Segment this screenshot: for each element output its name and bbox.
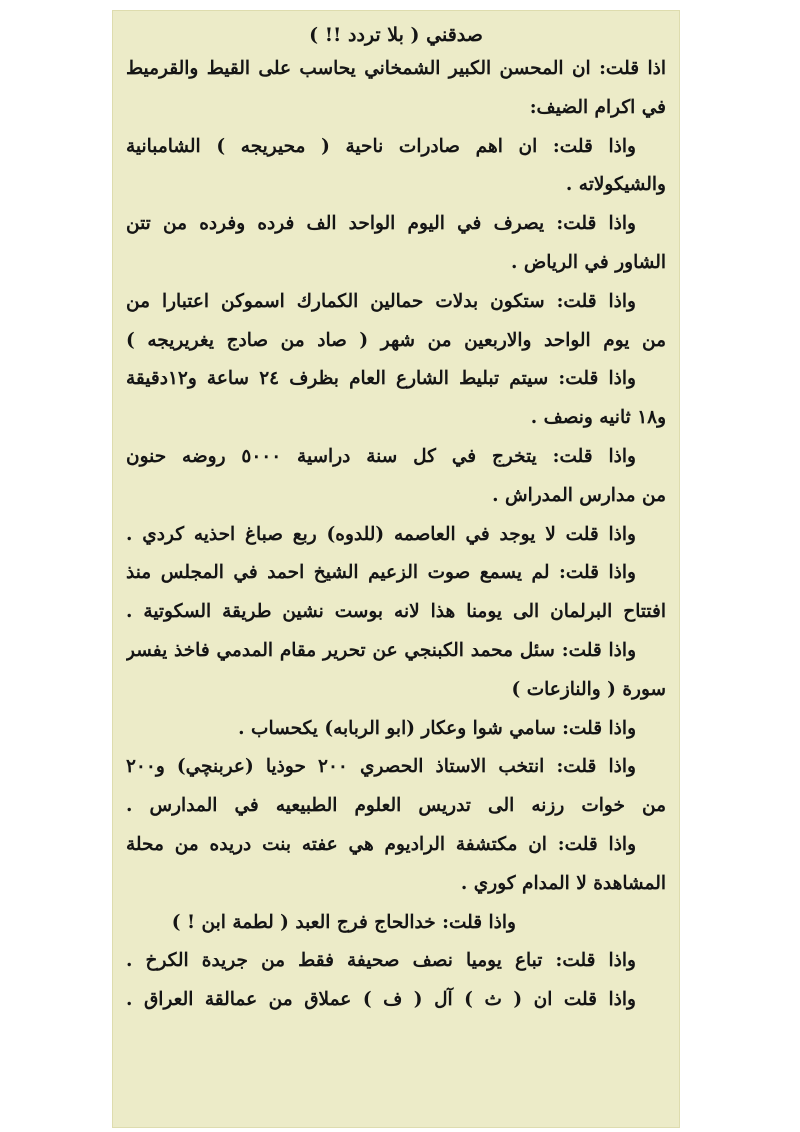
text-line: الشاور في الرياض . xyxy=(511,251,666,273)
text-line: واذا قلت: ان اهم صادرات ناحية ( محيريجه ) الشامبانية xyxy=(126,135,636,157)
text-line: واذا قلت: ستكون بدلات حمالين الكمارك اسموكن اعتبارا من xyxy=(126,290,636,312)
text-line: واذا قلت: تباع يوميا نصف صحيفة فقط من جريدة الكرخ . xyxy=(126,950,636,972)
text-line: واذا قلت: يصرف في اليوم الواحد الف فرده وفرده من تتن xyxy=(126,213,636,235)
text-line: في اكرام الضيف: xyxy=(529,96,666,118)
text-line: و١٨ ثانيه ونصف . xyxy=(530,407,666,429)
text-line: من خوات رزنه الى تدريس العلوم الطبيعيه في المدارس . xyxy=(126,795,666,817)
text-line: افتتاح البرلمان الى يومنا هذا لانه بوست نشين طريقة السكوتية . xyxy=(126,601,666,623)
text-line: واذا قلت: سيتم تبليط الشارع العام بظرف ٢٤ ساعة و١٢دقيقة xyxy=(126,368,636,390)
text-line: واذا قلت: لم يسمع صوت الزعيم الشيخ احمد في المجلس منذ xyxy=(126,562,636,584)
text-line: واذا قلت: ان مكتشفة الراديوم هي عفته بنت دريده من محلة xyxy=(126,833,636,855)
text-line: المشاهدة لا المدام كوري . xyxy=(460,872,666,894)
text-line: والشيكولاته . xyxy=(565,174,666,196)
text-line: اذا قلت: ان المحسن الكبير الشمخاني يحاسب على القيط والقرميط xyxy=(126,58,666,79)
text-line: واذا قلت: سامي شوا وعكار (ابو الربابه) يكحساب . xyxy=(238,717,636,739)
text-line: واذا قلت: سئل محمد الكبنجي عن تحرير مقام المدمي فاخذ يفسر xyxy=(126,639,636,661)
text-line: واذا قلت: انتخب الاستاذ الحصري ٢٠٠ حوذيا (عربنچي) و٢٠٠ xyxy=(126,756,636,778)
clipping-title: صدقني ( بلا تردد !! ) xyxy=(309,24,483,46)
text-line: واذا قلت: خدالحاج فرج العبد ( لطمة ابن ! ) xyxy=(171,911,516,933)
clipping-body xyxy=(126,50,666,1020)
text-line: سورة ( والنازعات ) xyxy=(511,678,666,700)
text-line: واذا قلت ان ( ث ) آل ( ف ) عملاق من عمالقة العراق . xyxy=(126,989,636,1011)
text-line: واذا قلت: يتخرج في كل سنة دراسية ٥٠٠٠ روضه حنون xyxy=(126,445,636,467)
text-line: من يوم الواحد والاربعين من شهر ( صاد من صادج يغريريجه ) xyxy=(126,329,666,351)
text-line: واذا قلت لا يوجد في العاصمه (للدوه) ربع صباغ احذيه كردي . xyxy=(126,523,636,545)
newspaper-clipping xyxy=(112,10,680,1128)
text-line: من مدارس المدراش . xyxy=(492,484,666,506)
